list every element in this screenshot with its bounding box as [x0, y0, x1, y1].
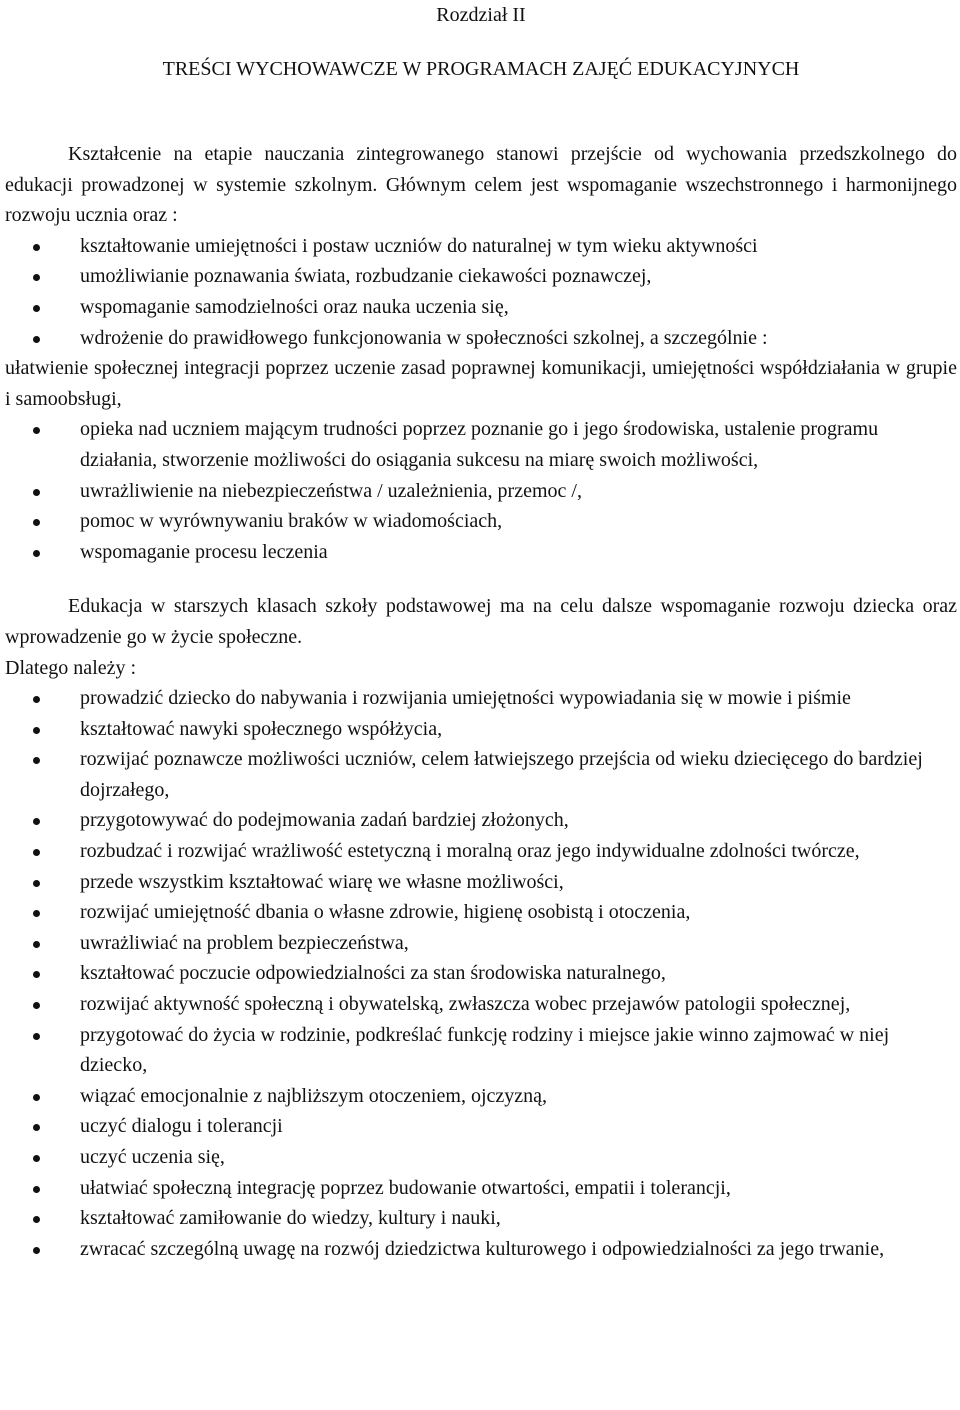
bullet-icon [33, 519, 40, 526]
bullet-icon [33, 971, 40, 978]
list-item: przygotować do życia w rodzinie, podkreślać funkcję rodziny i miejsce jakie winno zajmować w niej dziecko, [5, 1020, 957, 1081]
bullet-icon [33, 550, 40, 557]
list-item: rozwijać poznawcze możliwości uczniów, celem łatwiejszego przejścia od wieku dziecięcego do bardziej dojrzałego, [5, 744, 957, 805]
goals-list-secondary [5, 414, 957, 567]
bullet-icon [33, 696, 40, 703]
list-item: wdrożenie do prawidłowego funkcjonowania w społeczności szkolnej, a szczególnie : [5, 323, 957, 354]
list-item: ułatwiać społeczną integrację poprzez budowanie otwartości, empatii i tolerancji, [5, 1173, 957, 1204]
list-item: przygotowywać do podejmowania zadań bardziej złożonych, [5, 805, 957, 836]
bullet-icon [33, 1186, 40, 1193]
list-item: umożliwianie poznawania świata, rozbudzanie ciekawości poznawczej, [5, 261, 957, 292]
paragraph-older-classes: Edukacja w starszych klasach szkoły podstawowej ma na celu dalsze wspomaganie rozwoju dziecka oraz wprowadzenie go w życie społeczne. [5, 595, 957, 648]
bullet-icon [33, 305, 40, 312]
list-item: wspomaganie samodzielności oraz nauka uczenia się, [5, 292, 957, 323]
bullet-icon [33, 244, 40, 251]
bullet-icon [33, 1094, 40, 1101]
list-item: pomoc w wyrównywaniu braków w wiadomościach, [5, 506, 957, 537]
bullet-icon [33, 727, 40, 734]
bullet-icon [33, 274, 40, 281]
list-item: zwracać szczególną uwagę na rozwój dziedzictwa kulturowego i odpowiedzialności za jego trwanie, [5, 1234, 957, 1265]
bullet-icon [33, 1247, 40, 1254]
bullet-icon [33, 427, 40, 434]
list-item: uczyć uczenia się, [5, 1142, 957, 1173]
list-item: rozwijać umiejętność dbania o własne zdrowie, higienę osobistą i otoczenia, [5, 897, 957, 928]
bullet-icon [33, 941, 40, 948]
list-item: uczyć dialogu i tolerancji [5, 1111, 957, 1142]
list-continuation: ułatwienie społecznej integracji poprzez uczenie zasad poprawnej komunikacji, umiejętności współdziałania w grupie i samoobsługi, [5, 357, 957, 410]
list-item: rozwijać aktywność społeczną i obywatelską, zwłaszcza wobec przejawów patologii społecznej, [5, 989, 957, 1020]
bullet-icon [33, 910, 40, 917]
bullet-icon [33, 336, 40, 343]
list-item: kształtować poczucie odpowiedzialności za stan środowiska naturalnego, [5, 958, 957, 989]
list-item: uwrażliwienie na niebezpieczeństwa / uzależnienia, przemoc /, [5, 476, 957, 507]
bullet-icon [33, 489, 40, 496]
list-item: prowadzić dziecko do nabywania i rozwijania umiejętności wypowiadania się w mowie i piśmie [5, 683, 957, 714]
list-item: wspomaganie procesu leczenia [5, 537, 957, 568]
list-item: kształtowanie umiejętności i postaw uczniów do naturalnej w tym wieku aktywności [5, 231, 957, 262]
bullet-icon [33, 849, 40, 856]
bullet-icon [33, 757, 40, 764]
list-item: kształtować zamiłowanie do wiedzy, kultury i nauki, [5, 1203, 957, 1234]
tasks-list [5, 683, 957, 1264]
paragraph-therefore: Dlatego należy : [5, 656, 137, 679]
goals-list-primary [5, 231, 957, 353]
list-item: opieka nad uczniem mającym trudności poprzez poznanie go i jego środowiska, ustalenie programu działania, stworzenie możliwości do osiągania sukcesu na miarę swoich możliwości, [5, 414, 957, 475]
list-item: uwrażliwiać na problem bezpieczeństwa, [5, 928, 957, 959]
list-item: wiązać emocjonalnie z najbliższym otoczeniem, ojczyzną, [5, 1081, 957, 1112]
section-heading: TREŚCI WYCHOWAWCZE W PROGRAMACH ZAJĘĆ EDUKACYJNYCH [162, 58, 800, 80]
document-page [5, 0, 957, 1264]
chapter-title: Rozdział II [436, 4, 526, 26]
intro-paragraph: Kształcenie na etapie nauczania zintegrowanego stanowi przejście od wychowania przedszkolnego do edukacji prowadzonej w systemie szkolnym. Głównym celem jest wspomaganie wszechstronnego i harmonijnego rozwoju ucznia oraz : [5, 143, 957, 227]
bullet-icon [33, 1002, 40, 1009]
bullet-icon [33, 1124, 40, 1131]
list-item: przede wszystkim kształtować wiarę we własne możliwości, [5, 867, 957, 898]
list-item: rozbudzać i rozwijać wrażliwość estetyczną i moralną oraz jego indywidualne zdolności twórcze, [5, 836, 957, 867]
bullet-icon [33, 1033, 40, 1040]
bullet-icon [33, 880, 40, 887]
list-item: kształtować nawyki społecznego współżycia, [5, 714, 957, 745]
bullet-icon [33, 1155, 40, 1162]
bullet-icon [33, 818, 40, 825]
bullet-icon [33, 1216, 40, 1223]
